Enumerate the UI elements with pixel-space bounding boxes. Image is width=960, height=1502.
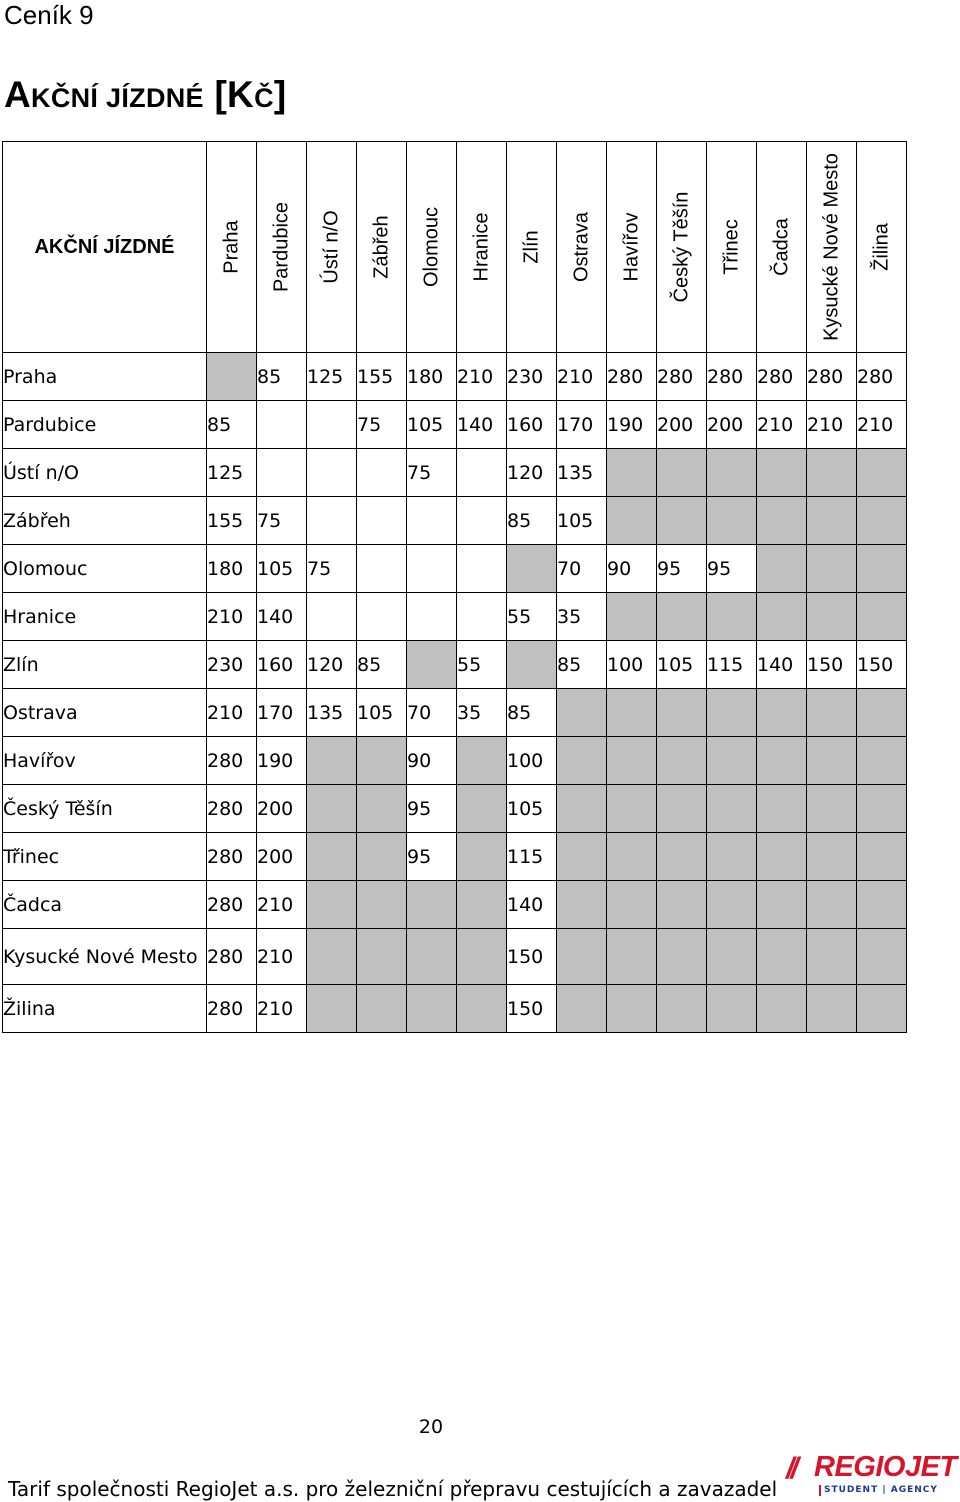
fare-cell: 115 bbox=[707, 641, 757, 689]
fare-cell: 150 bbox=[507, 985, 557, 1033]
fare-cell bbox=[857, 545, 907, 593]
table-row bbox=[3, 449, 907, 497]
fare-cell: 210 bbox=[207, 593, 257, 641]
fare-cell bbox=[407, 985, 457, 1033]
fare-cell: 160 bbox=[257, 641, 307, 689]
fare-cell bbox=[507, 545, 557, 593]
fare-cell bbox=[357, 785, 407, 833]
fare-cell bbox=[607, 737, 657, 785]
fare-cell: 105 bbox=[257, 545, 307, 593]
fare-cell bbox=[457, 929, 507, 985]
row-header: Zlín bbox=[3, 641, 207, 689]
fare-cell bbox=[557, 929, 607, 985]
column-header-label: Ústí n/O bbox=[320, 210, 342, 284]
fare-cell bbox=[657, 785, 707, 833]
row-header: Havířov bbox=[3, 737, 207, 785]
fare-cell: 75 bbox=[407, 449, 457, 497]
fare-cell bbox=[307, 785, 357, 833]
fare-cell bbox=[807, 497, 857, 545]
fare-cell: 100 bbox=[507, 737, 557, 785]
fare-cell bbox=[257, 401, 307, 449]
fare-cell bbox=[357, 593, 407, 641]
fare-cell: 200 bbox=[257, 833, 307, 881]
fare-cell bbox=[557, 689, 607, 737]
fare-cell bbox=[307, 833, 357, 881]
column-header-label: Čadca bbox=[770, 218, 792, 276]
fare-cell bbox=[857, 689, 907, 737]
fare-cell bbox=[807, 593, 857, 641]
fare-cell: 150 bbox=[507, 929, 557, 985]
fare-cell bbox=[407, 593, 457, 641]
fare-cell bbox=[857, 737, 907, 785]
column-header bbox=[257, 142, 307, 353]
fare-cell: 85 bbox=[557, 641, 607, 689]
fare-cell: 200 bbox=[707, 401, 757, 449]
fare-cell bbox=[657, 689, 707, 737]
fare-cell bbox=[357, 881, 407, 929]
fare-cell: 190 bbox=[607, 401, 657, 449]
fare-cell bbox=[357, 985, 407, 1033]
fare-cell bbox=[357, 929, 407, 985]
fare-cell: 280 bbox=[707, 353, 757, 401]
fare-cell bbox=[457, 545, 507, 593]
column-header bbox=[857, 142, 907, 353]
fare-cell: 210 bbox=[257, 881, 307, 929]
fare-cell: 85 bbox=[507, 689, 557, 737]
fare-cell: 105 bbox=[657, 641, 707, 689]
fare-cell bbox=[807, 545, 857, 593]
fare-cell bbox=[657, 737, 707, 785]
column-header bbox=[557, 142, 607, 353]
fare-cell bbox=[307, 881, 357, 929]
fare-cell: 95 bbox=[707, 545, 757, 593]
header-row bbox=[3, 142, 907, 353]
fare-cell: 70 bbox=[557, 545, 607, 593]
table-row bbox=[3, 881, 907, 929]
fare-cell: 35 bbox=[457, 689, 507, 737]
fare-cell bbox=[607, 985, 657, 1033]
fare-cell bbox=[657, 593, 707, 641]
fare-cell: 35 bbox=[557, 593, 607, 641]
fare-cell: 105 bbox=[407, 401, 457, 449]
fare-cell bbox=[607, 785, 657, 833]
fare-cell bbox=[607, 449, 657, 497]
fare-cell bbox=[857, 881, 907, 929]
fare-cell bbox=[707, 881, 757, 929]
fare-cell: 115 bbox=[507, 833, 557, 881]
fare-cell bbox=[707, 737, 757, 785]
fare-cell bbox=[357, 545, 407, 593]
column-header-label: Žilina bbox=[870, 223, 892, 271]
fare-cell bbox=[357, 833, 407, 881]
fare-cell bbox=[607, 833, 657, 881]
row-header: Žilina bbox=[3, 985, 207, 1033]
fare-cell: 280 bbox=[857, 353, 907, 401]
fare-cell: 160 bbox=[507, 401, 557, 449]
column-header bbox=[357, 142, 407, 353]
fare-cell bbox=[207, 353, 257, 401]
fare-cell bbox=[757, 833, 807, 881]
fare-cell: 95 bbox=[657, 545, 707, 593]
title-bracket-close: ] bbox=[273, 74, 287, 115]
fare-cell bbox=[457, 497, 507, 545]
fare-cell: 120 bbox=[507, 449, 557, 497]
logo-slashes: // bbox=[786, 1452, 795, 1485]
fare-cell bbox=[657, 985, 707, 1033]
column-header-label: Zábřeh bbox=[370, 215, 392, 279]
table-row bbox=[3, 401, 907, 449]
row-header: Třinec bbox=[3, 833, 207, 881]
row-header: Kysucké Nové Mesto bbox=[3, 929, 207, 985]
fare-cell: 75 bbox=[257, 497, 307, 545]
fare-cell: 280 bbox=[607, 353, 657, 401]
fare-cell bbox=[557, 985, 607, 1033]
fare-cell bbox=[757, 593, 807, 641]
row-header: Zábřeh bbox=[3, 497, 207, 545]
table-row bbox=[3, 785, 907, 833]
table-row bbox=[3, 353, 907, 401]
fare-cell: 125 bbox=[207, 449, 257, 497]
page-title bbox=[4, 74, 287, 119]
fare-cell: 55 bbox=[457, 641, 507, 689]
fare-cell: 180 bbox=[207, 545, 257, 593]
column-header-label: Zlín bbox=[520, 230, 542, 264]
table-row bbox=[3, 593, 907, 641]
fare-cell bbox=[757, 545, 807, 593]
fare-cell: 280 bbox=[207, 881, 257, 929]
fare-cell bbox=[407, 545, 457, 593]
fare-cell bbox=[657, 497, 707, 545]
fare-cell bbox=[307, 985, 357, 1033]
table-corner-label: AKČNÍ JÍZDNÉ bbox=[3, 142, 207, 353]
fare-cell: 105 bbox=[557, 497, 607, 545]
fare-cell: 210 bbox=[807, 401, 857, 449]
fare-cell bbox=[857, 985, 907, 1033]
fare-cell: 280 bbox=[807, 353, 857, 401]
fare-cell: 75 bbox=[307, 545, 357, 593]
row-header: Český Těšín bbox=[3, 785, 207, 833]
fare-cell bbox=[557, 785, 607, 833]
fare-cell bbox=[407, 881, 457, 929]
fare-cell: 55 bbox=[507, 593, 557, 641]
fare-cell: 95 bbox=[407, 833, 457, 881]
fare-cell bbox=[807, 689, 857, 737]
column-header-label: Praha bbox=[220, 220, 242, 274]
fare-cell: 280 bbox=[207, 833, 257, 881]
fare-cell: 150 bbox=[807, 641, 857, 689]
column-header bbox=[307, 142, 357, 353]
fare-cell bbox=[457, 881, 507, 929]
row-header: Pardubice bbox=[3, 401, 207, 449]
fare-cell: 210 bbox=[857, 401, 907, 449]
fare-cell bbox=[507, 641, 557, 689]
row-header: Ostrava bbox=[3, 689, 207, 737]
column-header-label: Kysucké Nové Mesto bbox=[820, 153, 842, 341]
fare-cell bbox=[607, 929, 657, 985]
fare-cell: 90 bbox=[407, 737, 457, 785]
fare-cell: 135 bbox=[307, 689, 357, 737]
column-header-label: Český Těšín bbox=[670, 191, 692, 303]
column-header bbox=[457, 142, 507, 353]
fare-cell: 90 bbox=[607, 545, 657, 593]
fare-cell: 70 bbox=[407, 689, 457, 737]
fare-cell: 95 bbox=[407, 785, 457, 833]
fare-cell: 85 bbox=[207, 401, 257, 449]
fare-cell: 140 bbox=[257, 593, 307, 641]
fare-cell: 280 bbox=[207, 785, 257, 833]
fare-cell: 280 bbox=[207, 985, 257, 1033]
column-header bbox=[507, 142, 557, 353]
fare-cell bbox=[757, 881, 807, 929]
column-header bbox=[757, 142, 807, 353]
fare-cell bbox=[707, 833, 757, 881]
table-row bbox=[3, 929, 907, 985]
fare-cell: 150 bbox=[857, 641, 907, 689]
row-header: Olomouc bbox=[3, 545, 207, 593]
fare-cell: 280 bbox=[757, 353, 807, 401]
regiojet-logo bbox=[786, 1450, 958, 1500]
table-row bbox=[3, 833, 907, 881]
fare-cell bbox=[307, 497, 357, 545]
column-header-label: Olomouc bbox=[420, 206, 442, 288]
row-header: Praha bbox=[3, 353, 207, 401]
fare-cell bbox=[857, 785, 907, 833]
fare-cell bbox=[707, 785, 757, 833]
fare-cell: 125 bbox=[307, 353, 357, 401]
fare-cell bbox=[707, 593, 757, 641]
fare-cell: 170 bbox=[257, 689, 307, 737]
fare-cell: 210 bbox=[757, 401, 807, 449]
fare-cell bbox=[807, 449, 857, 497]
column-header bbox=[707, 142, 757, 353]
fare-cell bbox=[757, 449, 807, 497]
column-header-label: Hranice bbox=[470, 212, 492, 282]
fare-cell bbox=[857, 833, 907, 881]
fare-cell: 105 bbox=[507, 785, 557, 833]
table-row bbox=[3, 689, 907, 737]
fare-cell: 140 bbox=[757, 641, 807, 689]
fare-cell: 140 bbox=[507, 881, 557, 929]
fare-cell: 120 bbox=[307, 641, 357, 689]
fare-cell bbox=[657, 833, 707, 881]
fare-cell bbox=[757, 929, 807, 985]
fare-cell bbox=[707, 497, 757, 545]
fare-cell: 155 bbox=[207, 497, 257, 545]
fare-cell bbox=[557, 881, 607, 929]
fare-cell bbox=[707, 929, 757, 985]
fare-cell bbox=[657, 449, 707, 497]
fare-cell: 210 bbox=[257, 985, 307, 1033]
fare-cell bbox=[457, 985, 507, 1033]
table-row bbox=[3, 641, 907, 689]
fare-cell bbox=[657, 881, 707, 929]
fare-cell: 200 bbox=[657, 401, 707, 449]
fare-cell bbox=[457, 449, 507, 497]
column-header-label: Ostrava bbox=[570, 211, 592, 283]
fare-cell bbox=[857, 593, 907, 641]
fare-cell: 210 bbox=[207, 689, 257, 737]
fare-cell bbox=[807, 929, 857, 985]
fare-cell: 280 bbox=[657, 353, 707, 401]
fare-cell bbox=[707, 985, 757, 1033]
fare-cell bbox=[307, 401, 357, 449]
fare-cell bbox=[307, 449, 357, 497]
page-heading: Ceník 9 bbox=[4, 0, 94, 30]
fare-cell bbox=[857, 497, 907, 545]
fare-cell bbox=[407, 929, 457, 985]
fare-cell bbox=[607, 593, 657, 641]
fare-cell bbox=[357, 449, 407, 497]
fare-cell bbox=[757, 785, 807, 833]
row-header: Čadca bbox=[3, 881, 207, 929]
column-header-label: Pardubice bbox=[270, 201, 292, 293]
row-header: Ústí n/O bbox=[3, 449, 207, 497]
logo-subtitle: STUDENT | AGENCY bbox=[819, 1485, 938, 1496]
title-initial: A bbox=[4, 74, 32, 115]
fare-cell bbox=[457, 785, 507, 833]
fare-cell: 85 bbox=[357, 641, 407, 689]
fare-cell bbox=[457, 833, 507, 881]
fare-cell: 190 bbox=[257, 737, 307, 785]
fare-cell bbox=[807, 833, 857, 881]
fare-cell bbox=[557, 833, 607, 881]
fare-cell: 140 bbox=[457, 401, 507, 449]
fare-table bbox=[2, 141, 907, 1033]
fare-cell bbox=[357, 737, 407, 785]
column-header-label: Havířov bbox=[620, 212, 642, 282]
title-rest: KČNÍ JÍZDNÉ bbox=[31, 83, 204, 113]
table-row bbox=[3, 985, 907, 1033]
column-header-label: Třinec bbox=[720, 219, 742, 275]
fare-cell bbox=[807, 737, 857, 785]
fare-cell: 135 bbox=[557, 449, 607, 497]
fare-cell bbox=[807, 785, 857, 833]
fare-cell bbox=[307, 593, 357, 641]
fare-cell: 280 bbox=[207, 737, 257, 785]
fare-cell bbox=[757, 689, 807, 737]
fare-table-body bbox=[3, 353, 907, 1033]
fare-cell bbox=[257, 449, 307, 497]
fare-cell: 210 bbox=[457, 353, 507, 401]
fare-cell bbox=[407, 641, 457, 689]
page-number: 20 bbox=[418, 1416, 444, 1438]
fare-cell bbox=[857, 449, 907, 497]
column-header bbox=[657, 142, 707, 353]
fare-cell bbox=[307, 929, 357, 985]
column-header bbox=[407, 142, 457, 353]
footer-text: Tarif společnosti RegioJet a.s. pro železniční přepravu cestujících a zavazadel bbox=[8, 1477, 778, 1501]
fare-cell bbox=[607, 497, 657, 545]
column-header bbox=[607, 142, 657, 353]
fare-cell bbox=[707, 689, 757, 737]
fare-cell: 75 bbox=[357, 401, 407, 449]
fare-cell: 230 bbox=[507, 353, 557, 401]
fare-cell bbox=[357, 497, 407, 545]
fare-cell bbox=[457, 593, 507, 641]
fare-cell bbox=[757, 985, 807, 1033]
fare-cell bbox=[757, 737, 807, 785]
column-header bbox=[207, 142, 257, 353]
fare-cell: 210 bbox=[557, 353, 607, 401]
fare-cell: 85 bbox=[507, 497, 557, 545]
fare-cell bbox=[407, 497, 457, 545]
fare-cell bbox=[807, 985, 857, 1033]
fare-cell bbox=[607, 881, 657, 929]
fare-cell: 155 bbox=[357, 353, 407, 401]
fare-cell bbox=[557, 737, 607, 785]
table-row bbox=[3, 497, 907, 545]
fare-cell: 170 bbox=[557, 401, 607, 449]
fare-cell: 100 bbox=[607, 641, 657, 689]
fare-cell bbox=[757, 497, 807, 545]
logo-brand: REGIOJET bbox=[814, 1451, 957, 1483]
fare-cell bbox=[607, 689, 657, 737]
fare-cell: 200 bbox=[257, 785, 307, 833]
fare-cell bbox=[807, 881, 857, 929]
fare-cell: 85 bbox=[257, 353, 307, 401]
fare-cell: 180 bbox=[407, 353, 457, 401]
fare-cell bbox=[657, 929, 707, 985]
fare-cell: 105 bbox=[357, 689, 407, 737]
fare-cell bbox=[307, 737, 357, 785]
table-row bbox=[3, 545, 907, 593]
fare-cell bbox=[457, 737, 507, 785]
fare-cell: 280 bbox=[207, 929, 257, 985]
title-bracket-open: [K bbox=[203, 74, 255, 115]
table-row bbox=[3, 737, 907, 785]
fare-cell: 210 bbox=[257, 929, 307, 985]
fare-cell: 230 bbox=[207, 641, 257, 689]
title-bracket-rest: Č bbox=[254, 83, 274, 113]
row-header: Hranice bbox=[3, 593, 207, 641]
fare-cell bbox=[707, 449, 757, 497]
column-header bbox=[807, 142, 857, 353]
fare-cell bbox=[857, 929, 907, 985]
